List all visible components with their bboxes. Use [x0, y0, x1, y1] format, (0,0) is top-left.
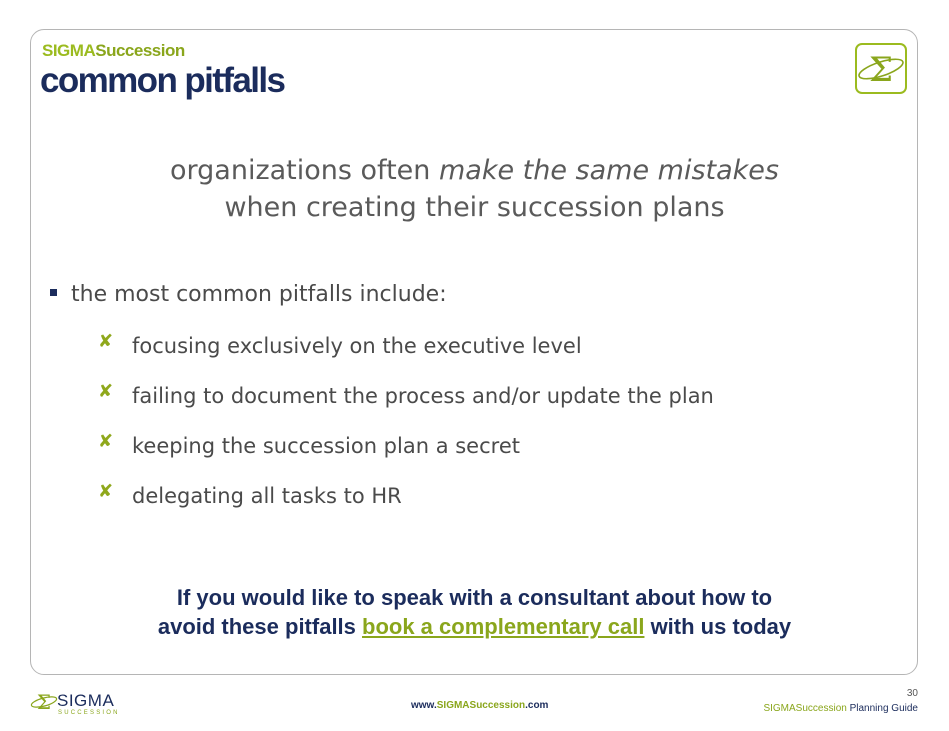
brand-succession: Succession [95, 41, 185, 60]
cross-mark-icon: ✘ [98, 481, 114, 502]
cta-line-2-suffix: with us today [644, 614, 792, 639]
footer-logo-sub: SUCCESSION [58, 710, 120, 716]
intro-line-1-prefix: organizations often [170, 155, 439, 186]
footer-url-brand: SIGMASuccession [436, 700, 526, 711]
footer-guide-suffix: Planning Guide [846, 703, 918, 714]
intro-line-1 [0, 152, 949, 189]
square-bullet-icon [50, 289, 57, 296]
footer-url-prefix: www. [411, 700, 437, 711]
brand-label [42, 41, 185, 61]
list-item-label: delegating all tasks to HR [132, 484, 402, 508]
sigma-logo-icon [855, 43, 907, 94]
cross-mark-icon: ✘ [98, 381, 114, 402]
page-number: 30 [906, 688, 918, 699]
list-item-label: failing to document the process and/or update the plan [132, 384, 714, 408]
list-item [98, 480, 714, 530]
footer-url-suffix: .com [525, 700, 549, 711]
main-bullet-label: the most common pitfalls include: [71, 282, 447, 307]
list-item [98, 380, 714, 430]
list-item-label: keeping the succession plan a secret [132, 434, 520, 458]
list-item-label: focusing exclusively on the executive level [132, 334, 582, 358]
cross-mark-icon: ✘ [98, 431, 114, 452]
list-item [98, 430, 714, 480]
main-bullet [50, 280, 447, 310]
page-title: common pitfalls [40, 61, 285, 100]
intro-line-2: when creating their succession plans [224, 192, 725, 223]
svg-text:Σ: Σ [36, 690, 52, 714]
list-item [98, 330, 714, 380]
brand-sigma: SIGMA [42, 41, 96, 60]
cta-line-2 [0, 612, 949, 641]
call-to-action [0, 583, 949, 641]
footer-website [411, 700, 548, 711]
cta-line-1: If you would like to speak with a consultant about how to [176, 585, 773, 610]
cross-mark-icon: ✘ [98, 331, 114, 352]
footer-logo-text: SIGMA [57, 691, 115, 710]
footer-guide-brand: SIGMASuccession [763, 703, 847, 714]
pitfall-list [98, 330, 714, 530]
footer-guide-title [763, 703, 918, 714]
cta-line-2-prefix: avoid these pitfalls [157, 614, 363, 639]
book-call-link[interactable]: book a complementary call [362, 614, 645, 639]
svg-text:Σ: Σ [868, 50, 894, 90]
intro-statement [0, 152, 949, 226]
intro-emphasis: make the same mistakes [438, 155, 779, 186]
footer-logo [30, 687, 135, 721]
